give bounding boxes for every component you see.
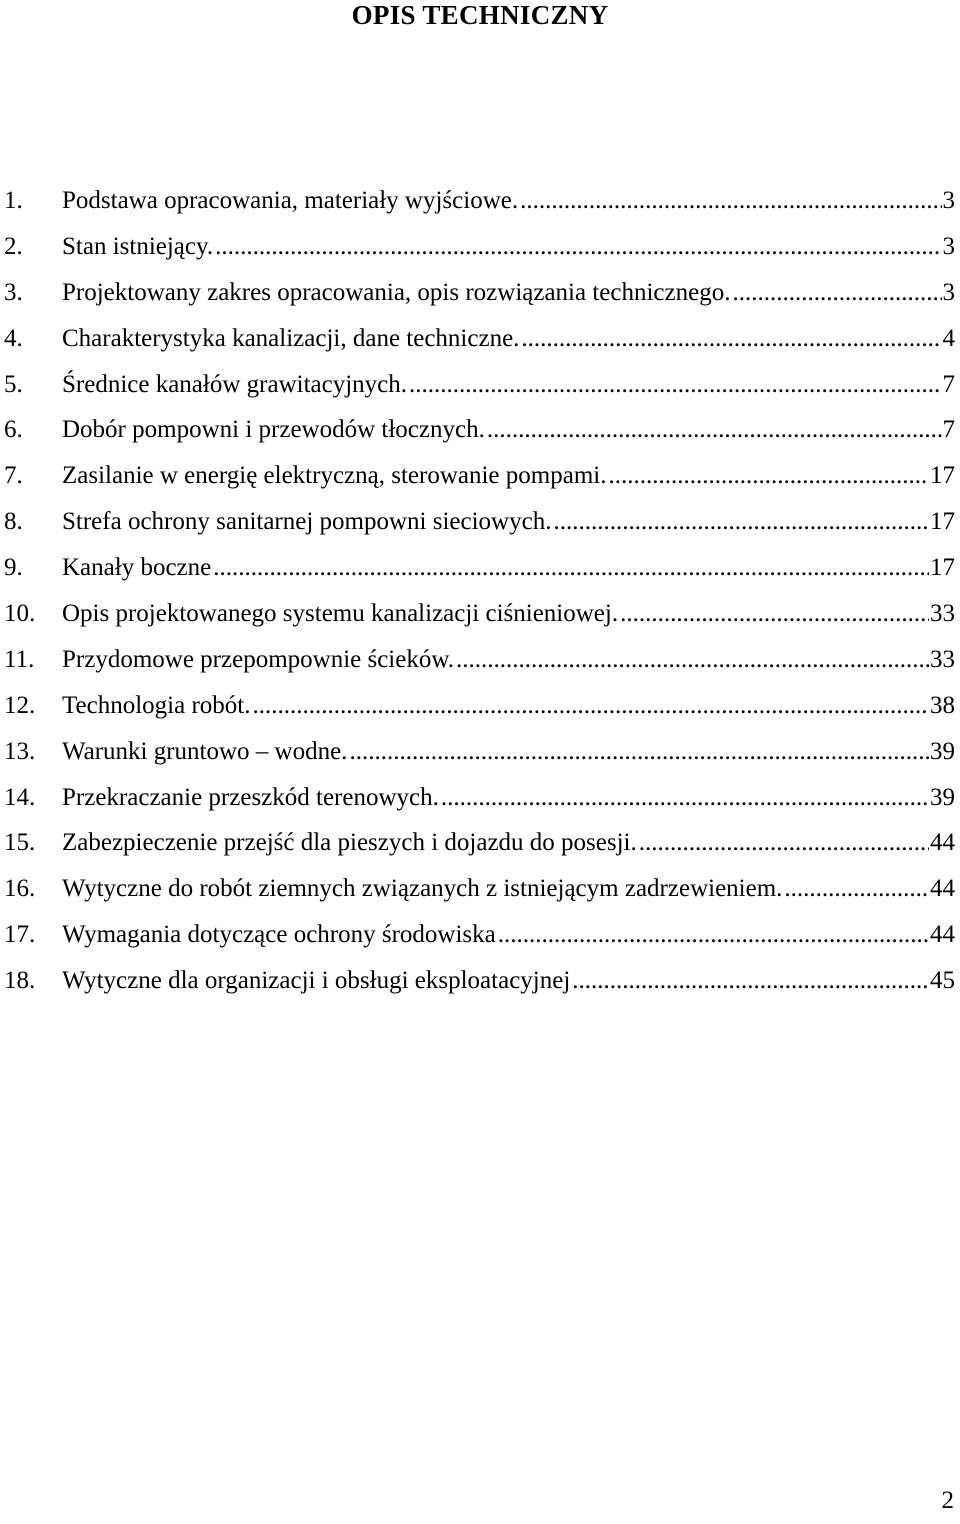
toc-entry-page: 45 [930, 967, 955, 995]
toc-entry [0, 912, 960, 958]
toc-entry-page: 3 [942, 278, 955, 306]
toc-entry-title: Średnice kanałów grawitacyjnych. [62, 370, 408, 398]
toc-dot-leader [441, 783, 929, 813]
toc-entry [0, 453, 960, 499]
toc-entry-page: 33 [930, 599, 955, 627]
toc-entry [0, 591, 960, 637]
toc-entry [0, 499, 960, 545]
toc-dot-leader [553, 507, 929, 537]
toc-dot-leader [639, 828, 929, 858]
toc-entry-page: 44 [930, 875, 955, 903]
toc-dot-leader [572, 966, 929, 996]
toc-dot-leader [487, 415, 942, 445]
toc-entry-number: 10. [4, 599, 36, 627]
toc-entry-title: Opis projektowanego systemu kanalizacji ciśnieniowej. [62, 599, 619, 627]
toc-entry-page: 17 [930, 554, 955, 582]
toc-entry-body [62, 232, 955, 262]
toc-entry [0, 729, 960, 775]
toc-entry-title: Charakterystyka kanalizacji, dane techniczne. [62, 324, 520, 352]
toc-entry-body [62, 920, 955, 950]
document-title: OPIS TECHNICZNY [351, 0, 609, 30]
toc-entry-page: 39 [930, 737, 955, 765]
toc-entry-number: 13. [4, 737, 36, 765]
toc-entry-number: 17. [4, 921, 36, 949]
toc-dot-leader [608, 461, 929, 491]
toc-dot-leader [521, 324, 941, 354]
toc-entry-page: 38 [930, 691, 955, 719]
toc-dot-leader [520, 186, 941, 216]
toc-dot-leader [456, 645, 929, 675]
toc-dot-leader [215, 232, 941, 262]
toc-entry [0, 683, 960, 729]
toc-entry [0, 362, 960, 408]
toc-entry-body [62, 599, 955, 629]
toc-entry-number: 16. [4, 875, 36, 903]
toc-entry-title: Stan istniejący. [62, 232, 214, 260]
toc-entry-body [62, 278, 955, 308]
toc-entry-number: 7. [4, 462, 23, 490]
toc-dot-leader [784, 874, 929, 904]
toc-entry-title: Technologia robót. [62, 691, 251, 719]
toc-entry-number: 12. [4, 691, 36, 719]
toc-entry-body [62, 691, 955, 721]
toc-entry-number: 15. [4, 829, 36, 857]
toc-entry-body [62, 737, 955, 767]
toc-entry-number: 2. [4, 232, 23, 260]
toc-entry-number: 18. [4, 967, 36, 995]
toc-entry-page: 7 [942, 416, 955, 444]
toc-entry-body [62, 415, 955, 445]
toc-entry-number: 14. [4, 783, 36, 811]
toc-entry-title: Przekraczanie przeszkód terenowych. [62, 783, 439, 811]
toc-entry-number: 6. [4, 416, 23, 444]
toc-entry-body [62, 966, 955, 996]
toc-entry-number: 3. [4, 278, 23, 306]
toc-entry-title: Kanały boczne [62, 554, 212, 582]
toc-entry-title: Zabezpieczenie przejść dla pieszych i dojazdu do posesji. [62, 829, 637, 857]
toc-entry-title: Przydomowe przepompownie ścieków. [62, 645, 455, 673]
toc-entry-body [62, 553, 955, 583]
toc-entry [0, 316, 960, 362]
toc-entry-number: 5. [4, 370, 23, 398]
toc-entry-page: 44 [930, 921, 955, 949]
toc-entry-body [62, 874, 955, 904]
toc-entry [0, 178, 960, 224]
toc-entry-page: 3 [942, 232, 955, 260]
toc-entry [0, 545, 960, 591]
toc-dot-leader [252, 691, 929, 721]
toc-entry-page: 17 [930, 508, 955, 536]
toc-entry-title: Warunki gruntowo – wodne. [62, 737, 348, 765]
toc-entry-page: 7 [942, 370, 955, 398]
toc-entry-title: Podstawa opracowania, materiały wyjściowe. [62, 186, 519, 214]
toc-entry-body [62, 507, 955, 537]
toc-entry-page: 39 [930, 783, 955, 811]
toc-entry [0, 958, 960, 1004]
toc-entry-body [62, 461, 955, 491]
toc-dot-leader [213, 553, 929, 583]
toc-dot-leader [409, 370, 941, 400]
toc-entry [0, 866, 960, 912]
toc-entry-title: Dobór pompowni i przewodów tłocznych. [62, 416, 485, 444]
toc-entry [0, 637, 960, 683]
toc-entry-body [62, 645, 955, 675]
toc-entry-body [62, 186, 955, 216]
toc-entry-page: 3 [942, 186, 955, 214]
toc-entry-page: 17 [930, 462, 955, 490]
toc-entry-body [62, 324, 955, 354]
toc-entry-body [62, 370, 955, 400]
toc-entry-title: Strefa ochrony sanitarnej pompowni sieciowych. [62, 508, 552, 536]
toc-entry [0, 224, 960, 270]
toc-dot-leader [349, 737, 929, 767]
toc-entry [0, 775, 960, 821]
toc-entry-body [62, 828, 955, 858]
toc-dot-leader [620, 599, 929, 629]
toc-entry-title: Zasilanie w energię elektryczną, sterowanie pompami. [62, 462, 607, 490]
toc-dot-leader [498, 920, 929, 950]
toc-entry-number: 4. [4, 324, 23, 352]
toc-entry-title: Wytyczne dla organizacji i obsługi eksploatacyjnej [62, 967, 571, 995]
toc-entry-number: 1. [4, 186, 23, 214]
toc-entry-title: Projektowany zakres opracowania, opis rozwiązania technicznego. [62, 278, 731, 306]
toc-entry [0, 270, 960, 316]
page-number: 2 [941, 1487, 954, 1514]
toc-entry-title: Wymagania dotyczące ochrony środowiska [62, 921, 496, 949]
toc-entry-title: Wytyczne do robót ziemnych związanych z istniejącym zadrzewieniem. [62, 875, 783, 903]
toc-entry-number: 8. [4, 508, 23, 536]
toc-entry-page: 44 [930, 829, 955, 857]
toc-entry-number: 11. [4, 645, 35, 673]
toc-entry-number: 9. [4, 554, 23, 582]
toc-entry [0, 820, 960, 866]
toc-entry-page: 4 [942, 324, 955, 352]
toc-entry-body [62, 783, 955, 813]
toc-dot-leader [732, 278, 941, 308]
table-of-contents [0, 178, 960, 1004]
toc-entry-page: 33 [930, 645, 955, 673]
toc-entry [0, 407, 960, 453]
